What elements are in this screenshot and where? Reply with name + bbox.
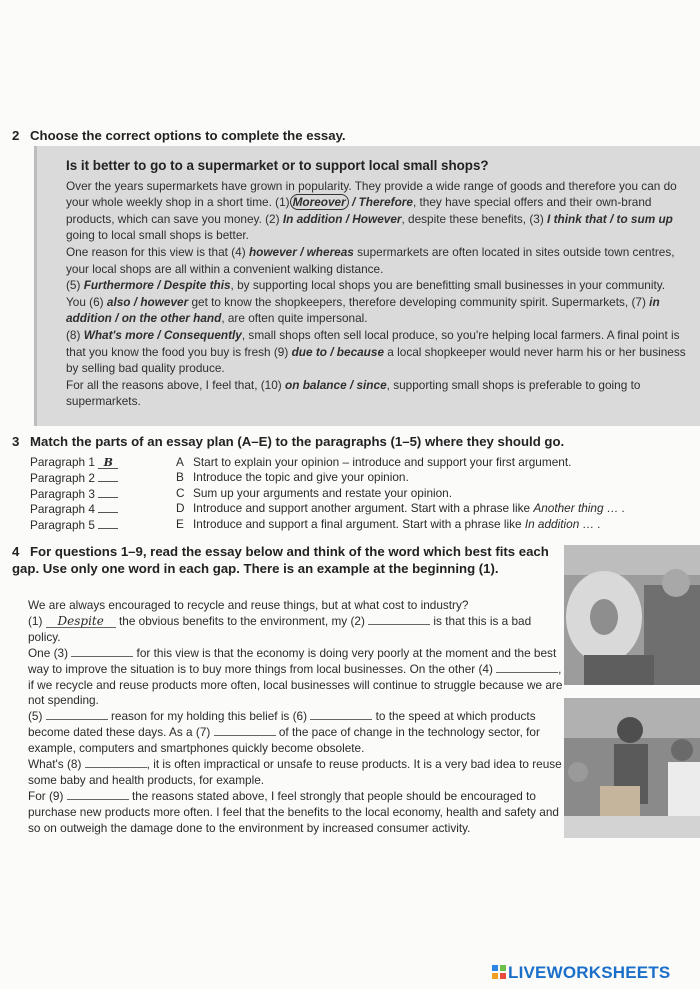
q4-line	[28, 789, 563, 837]
essay-text: For all the reasons above, I feel that, (10)	[66, 377, 286, 392]
gap-2[interactable]	[368, 614, 430, 625]
answer-blank-5[interactable]	[98, 517, 118, 529]
q4-line	[28, 709, 563, 757]
plan-text: Start to explain your opinion – introduce and support your first argument.	[193, 455, 572, 469]
answer-blank-1[interactable]: B	[98, 457, 118, 469]
essay-text: (5)	[66, 278, 84, 293]
q4-number: 4	[12, 544, 20, 559]
plan-letter: C	[176, 485, 185, 500]
essay-text: , by supporting local shops you are benefitting small businesses in your community. You (6)	[66, 278, 666, 309]
q3-instruction: Match the parts of an essay plan (A–E) to the paragraphs (1–5) where they should go.	[30, 434, 565, 449]
paragraph-label: Paragraph 5	[30, 517, 95, 532]
essay-paragraph-2	[66, 244, 686, 277]
gap-8[interactable]	[85, 757, 147, 768]
photo-recycling	[564, 545, 700, 685]
essay-title: Is it better to go to a supermarket or to support local small shops?	[66, 158, 489, 173]
q4-text: One (3)	[28, 645, 72, 660]
q4-text: is that this is a bad policy.	[28, 613, 532, 644]
q4-instruction: For questions 1–9, read the essay below and think of the word which best fits each gap. Use only one word in each gap. There is an example at the beginning (1).	[12, 544, 549, 576]
plan-text-italic: In addition … .	[524, 516, 601, 531]
liveworksheets-logo[interactable]	[492, 963, 670, 983]
q4-text: We are always encouraged to recycle and reuse things, but at what cost to industry?	[28, 598, 469, 612]
essay-text: a local shopkeeper would never harm his or her business by selling bad quality produce.	[66, 344, 686, 376]
option-3[interactable]: I think that / to sum up	[547, 211, 673, 226]
q4-text: the reasons stated above, I feel strongly that people should be encouraged to purchase new products more often. I feel that the benefits to the local economy, health and safety and so on outweigh the damage done to the environment by increased consumer activity.	[28, 788, 559, 835]
q4-text: (1)	[28, 613, 46, 628]
plan-text: Sum up your arguments and restate your opinion.	[193, 485, 453, 500]
gap-5[interactable]	[46, 709, 108, 720]
essay-paragraph-4	[66, 327, 686, 377]
essay-text: supermarkets are often located in sites outside town centres, your local shops are all within a convenient walking distance.	[66, 244, 675, 276]
plan-letter: B	[176, 470, 184, 485]
example-answer: Despite	[46, 615, 116, 628]
plan-row	[28, 455, 678, 470]
essay-paragraph-5	[66, 377, 686, 410]
q2-instruction: Choose the correct options to complete the essay.	[30, 128, 346, 143]
essay-text: , small shops often sell local produce, so you're helping local farmers. A final point is that you know the food you buy is fresh (9)	[66, 327, 680, 359]
q4-line	[28, 614, 563, 646]
option-8[interactable]: What's more / Consequently	[83, 327, 242, 342]
q4-essay	[28, 598, 563, 837]
paragraph-label: Paragraph 4	[30, 502, 95, 517]
q4-heading	[12, 543, 552, 577]
answer-blank-4[interactable]	[98, 501, 118, 513]
option-2[interactable]: In addition / However	[282, 211, 402, 226]
essay-paragraph-3	[66, 277, 686, 327]
paragraph-label: Paragraph 1	[30, 455, 95, 469]
answer-blank-2[interactable]	[98, 470, 118, 482]
plan-row	[28, 486, 678, 501]
gap-7[interactable]	[214, 725, 276, 736]
q4-text: to the speed at which products become dated these days. As a (7)	[28, 709, 536, 740]
paragraph-label: Paragraph 3	[30, 486, 95, 501]
q4-text: (5)	[28, 709, 46, 724]
q4-text: For (9)	[28, 788, 67, 803]
option-1-circled[interactable]: Moreover	[290, 194, 349, 210]
q3-heading	[12, 433, 564, 450]
q4-text: the obvious benefits to the environment, my (2)	[115, 613, 369, 628]
option-5[interactable]: Furthermore / Despite this	[83, 278, 231, 293]
q4-line	[28, 646, 563, 710]
q4-line	[28, 757, 563, 789]
plan-row	[28, 517, 678, 532]
essay-paragraph-1	[66, 178, 686, 244]
option-1-rest[interactable]: / Therefore	[348, 195, 413, 210]
gap-6[interactable]	[310, 709, 372, 720]
q4-text: reason for my holding this belief is (6)	[107, 709, 311, 724]
essay-text: Over the years supermarkets have grown in popularity. They provide a wide range of goods and therefore you can do your whole weekly shop in a short time. (1)	[66, 178, 677, 210]
essay-text: going to local small shops is better.	[66, 228, 249, 243]
q2-heading	[12, 127, 346, 144]
essay-text: One reason for this view is that (4)	[66, 244, 249, 259]
plan-letter: D	[176, 501, 185, 516]
essay-plan-table	[28, 455, 678, 532]
plan-text-italic: Another thing … .	[533, 501, 626, 516]
plan-row	[28, 470, 678, 485]
plan-letter: E	[176, 516, 184, 531]
option-7[interactable]: in addition / on the other hand	[66, 294, 660, 326]
plan-text: Introduce the topic and give your opinion.	[193, 470, 409, 485]
plan-text: Introduce and support another argument. Start with a phrase like	[193, 501, 534, 516]
essay-box-edge	[34, 146, 37, 426]
answer-blank-3[interactable]	[98, 486, 118, 498]
essay-text: (8)	[66, 327, 84, 342]
q2-essay	[66, 158, 686, 410]
essay-text: get to know the shopkeepers, therefore developing community spirit. Supermarkets, (7)	[188, 294, 650, 309]
gap-9[interactable]	[67, 789, 129, 800]
option-9[interactable]: due to / because	[291, 344, 385, 359]
q2-number: 2	[12, 128, 20, 143]
essay-text: , are often quite impersonal.	[221, 311, 368, 326]
paragraph-label: Paragraph 2	[30, 471, 95, 486]
photo-shop	[564, 698, 700, 838]
q4-text: What's (8)	[28, 757, 85, 772]
essay-text: , supporting small shops is preferable to going to supermarkets.	[66, 377, 641, 409]
option-4[interactable]: however / whereas	[248, 244, 354, 259]
q4-text: of the pace of change in the technology sector, for example, computers and smartphones quickly become obsolete.	[28, 725, 540, 756]
logo-grid-icon	[492, 964, 506, 978]
q4-text: , it is often impractical or unsafe to reuse products. It is a very bad idea to reuse some baby and health products, for example.	[28, 757, 562, 787]
logo-text: LIVEWORKSHEETS	[508, 963, 671, 982]
plan-letter: A	[176, 455, 184, 469]
q4-text: , if we recycle and reuse products more often, local businesses will continue to struggle because we are not spending.	[28, 661, 563, 708]
q4-text: for this view is that the economy is doing very poorly at the moment and the best way to improve the situation is to buy more things from local businesses. On the other (4)	[28, 645, 557, 676]
plan-text: Introduce and support a final argument. Start with a phrase like	[193, 516, 525, 531]
q3-number: 3	[12, 434, 20, 449]
option-10[interactable]: on balance / since	[285, 377, 387, 392]
essay-text: , they have special offers and their own-brand products, which can save you money. (2)	[66, 195, 652, 226]
q4-line	[28, 598, 563, 614]
essay-text: , despite these benefits, (3)	[401, 211, 548, 226]
plan-row	[28, 501, 678, 516]
gap-4[interactable]	[496, 662, 558, 673]
gap-3[interactable]	[71, 646, 133, 657]
option-6[interactable]: also / however	[106, 294, 189, 309]
